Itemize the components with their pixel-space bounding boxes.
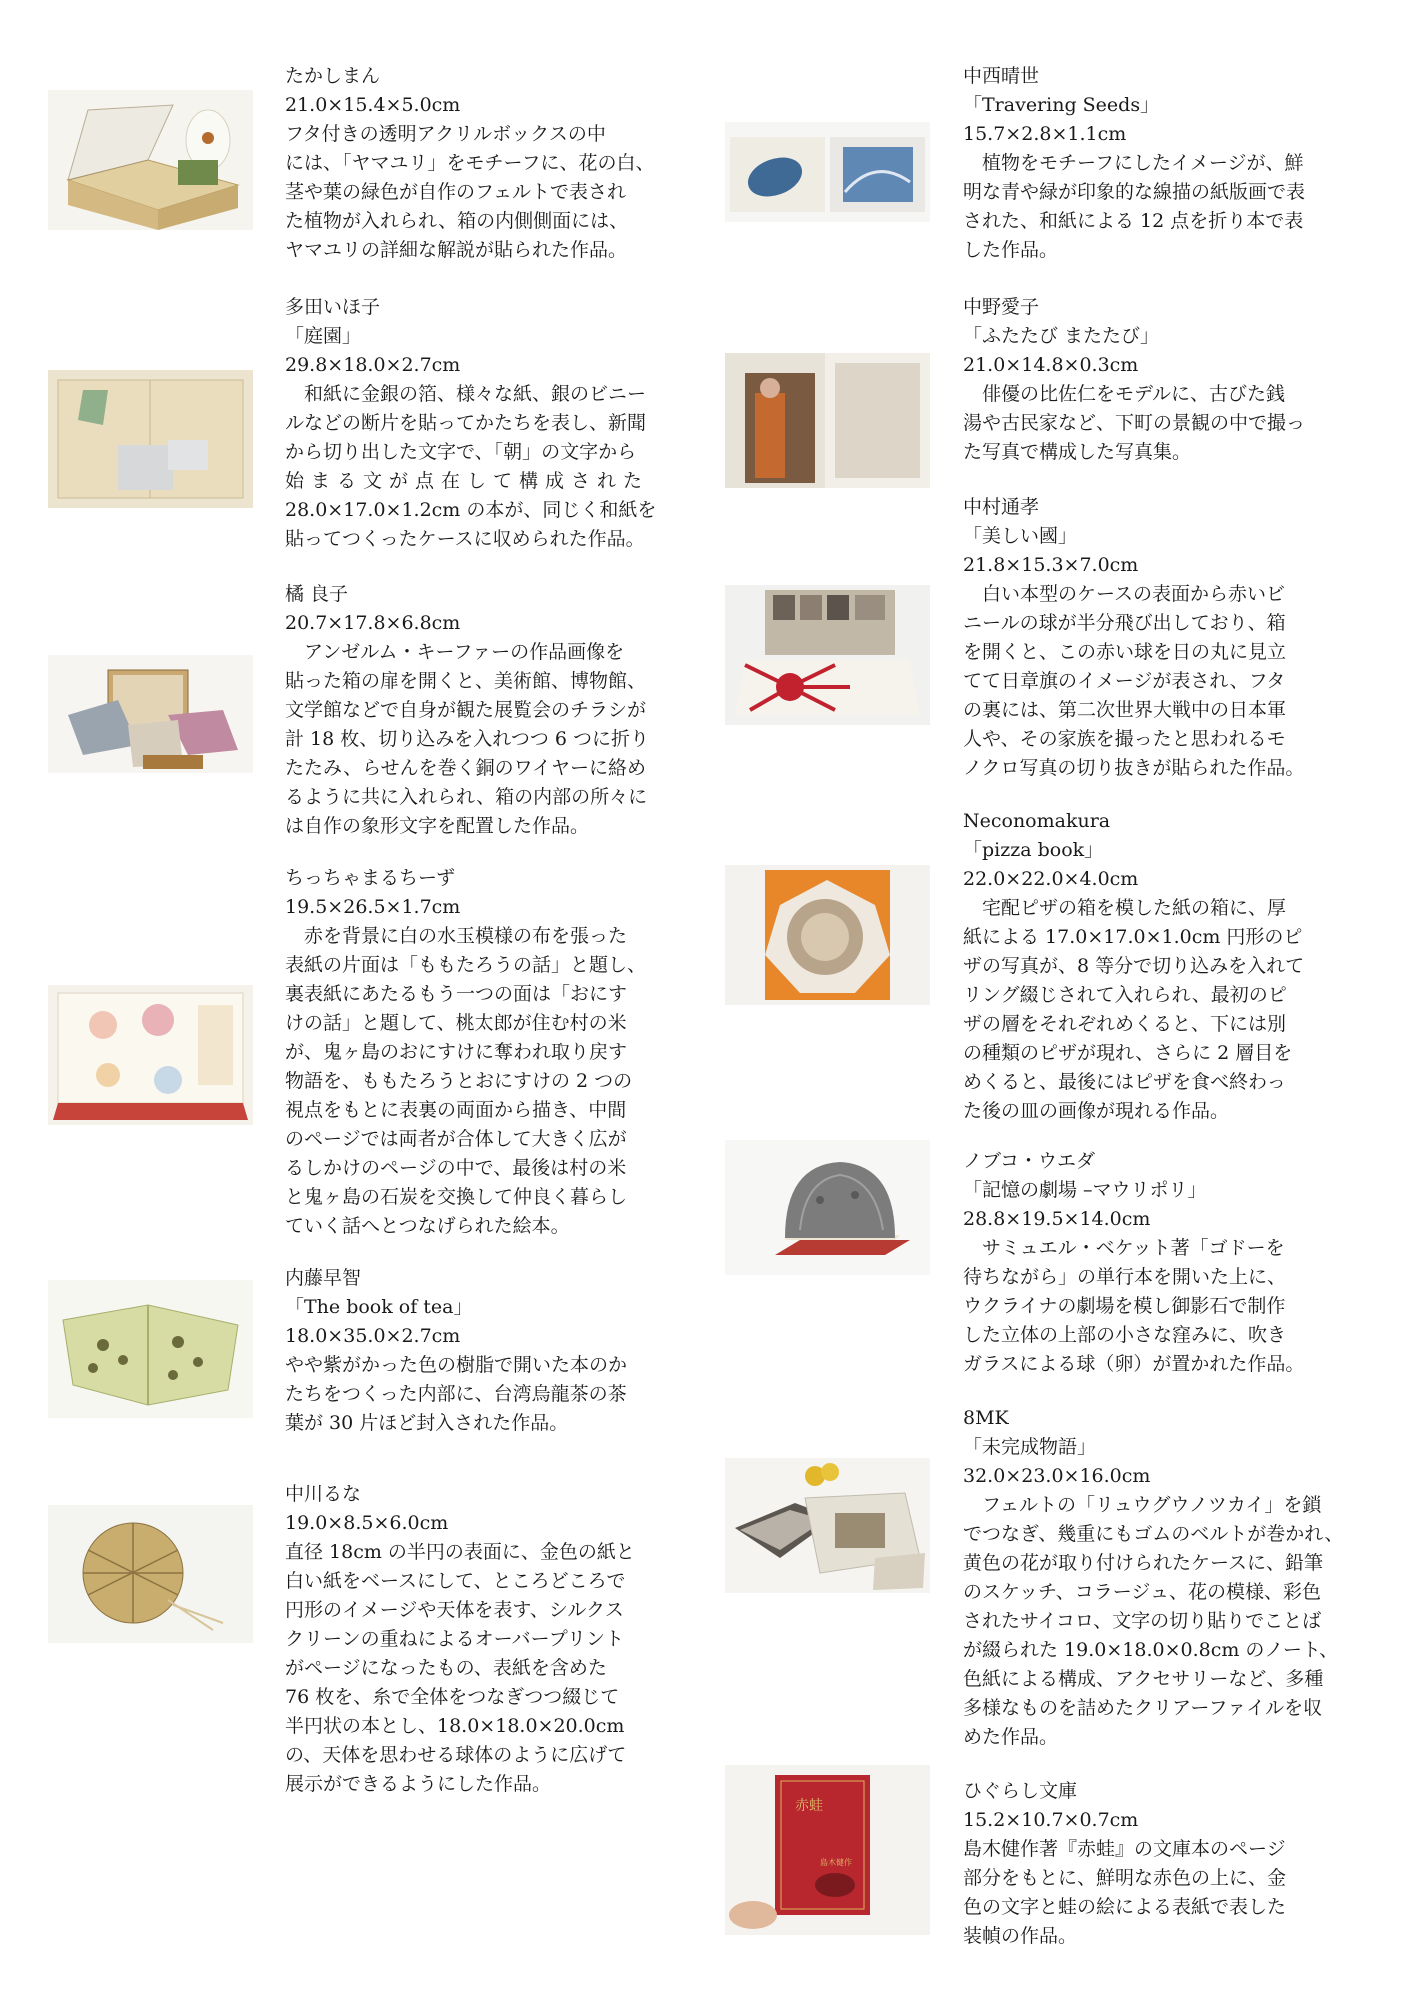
work-size: 28.8×19.5×14.0cm [963,1208,1151,1230]
work-size: 15.7×2.8×1.1cm [963,123,1127,145]
work-photo-picture-book [48,985,253,1125]
work-description: サミュエル・ベケット著「ゴドーを 待ちながら」の単行本を開いた上に、 ウクライナの劇場を模し御影石で制作 した立体の上部の小さな窪みに、吹き ガラスによる球（卵）が置かれた作品。 [963,1237,1305,1375]
work-description: フタ付きの透明アクリルボックスの中 には、「ヤマユリ」をモチーフに、花の白、 茎や葉の緑色が自作のフェルトで表され た植物が入れられ、箱の内側側面には、 ヤマユリの詳細な解説が貼られた作品。 [285,123,655,261]
work-description: 島木健作著『赤蛙』の文庫本のページ 部分をもとに、鮮明な赤色の上に、金 色の文字と蛙の絵による表紙で表した 装幀の作品。 [963,1838,1287,1947]
work-size: 21.0×14.8×0.3cm [963,354,1139,376]
artist-name: 8MK [963,1407,1009,1429]
work-photo-rising-sun-box [725,585,930,725]
artist-name: ひぐらし文庫 [963,1780,1078,1802]
artist-name: 中野愛子 [963,296,1040,318]
work-title: 「The book of tea」 [285,1296,473,1318]
work-photo-flyer-box [48,655,253,773]
work-size: 19.0×8.5×6.0cm [285,1512,449,1534]
artist-name: たかしまん [285,65,381,87]
work-photo-resin-book [48,1280,253,1418]
work-description: 宅配ピザの箱を模した紙の箱に、厚 紙による 17.0×17.0×1.0cm 円形のピ ザの写真が、8 等分で切り込みを入れて リング綴じされて入れられ、最初のピ ザの層をそれぞれめくると、下には別 の種類のピザが現れ、さらに 2 層目を めくると、最後にはピザを食べ終わっ た後の皿の画像が現れる作品。 [963,897,1305,1122]
artist-name: 中西晴世 [963,65,1040,87]
work-photo-pizza-book [725,865,930,1005]
work-title: 「未完成物語」 [963,1436,1097,1458]
work-description: 俳優の比佐仁をモデルに、古びた銭 湯や古民家など、下町の景観の中で撮っ た写真で構成した写真集。 [963,383,1306,463]
work-photo-sphere-book [48,1505,253,1643]
work-description: 直径 18cm の半円の表面に、金色の紙と 白い紙をベースにして、ところどころで 円形のイメージや天体を表す、シルクス クリーンの重ねによるオーバープリント がページになったもの、表紙を含めた 76 枚を、糸で全体をつなぎつつ綴じて 半円状の本とし、18.0×18.0×20.0cm の、天体を思わせる球体のように広げて 展示ができるようにした作品。 [285,1541,635,1795]
cover-title: 赤蛙 [795,1798,823,1814]
artist-name: 多田いほ子 [285,296,381,318]
artist-name: 内藤早智 [285,1267,362,1289]
work-photo-clear-file [725,1458,930,1593]
work-photo-folding-book [725,122,930,222]
cover-author: 島木健作 [820,1858,852,1867]
work-description: 白い本型のケースの表面から赤いビ ニールの球が半分飛び出しており、箱 を開くと、この赤い球を日の丸に見立 てて日章旗のイメージが表され、フタ の裏には、第二次世界大戦中の日本軍 人や、その家族を撮ったと思われるモ ノクロ写真の切り抜きが貼られた作品。 [963,583,1305,779]
work-size: 29.8×18.0×2.7cm [285,354,461,376]
artist-name: Neconomakura [963,810,1111,832]
work-description: フェルトの「リュウグウノツカイ」を鎖 でつなぎ、幾重にもゴムのベルトが巻かれ、 黄色の花が取り付けられたケースに、鉛筆 のスケッチ、コラージュ、花の模様、彩色 されたサイコロ、文字の切り貼りでことば が綴られた 19.0×18.0×0.8cm のノート、 色紙による構成、アクセサリーなど、多種 多様なものを詰めたクリアーファイルを収 めた作品。 [963,1494,1344,1748]
work-photo-acrylic-box [48,90,253,230]
work-title: 「庭園」 [285,325,362,347]
work-description: 植物をモチーフにしたイメージが、鮮 明な青や緑が印象的な線描の紙版画で表 された、和紙による 12 点を折り本で表 した作品。 [963,152,1306,261]
work-description: 赤を背景に白の水玉模様の布を張った 表紙の片面は「ももたろうの話」と題し、 裏表紙にあたるもう一つの面は「おにす けの話」と題して、桃太郎が住む村の米 が、鬼ヶ島のおにすけに奪われ取り戻す 物語を、ももたろうとおにすけの 2 つの 視点をもとに表裏の両面から描き、中間 のページでは両者が合体して大きく広が るしかけのページの中で、最後は村の米 と鬼ヶ島の石炭を交換して仲良く暮らし ていく話へとつなげられた絵本。 [285,925,647,1237]
work-size: 18.0×35.0×2.7cm [285,1325,461,1347]
work-size: 21.8×15.3×7.0cm [963,554,1139,576]
work-photo-stone-theater [725,1140,930,1275]
work-photo-garden-book [48,370,253,508]
work-title: 「ふたたび またたび」 [963,325,1160,347]
work-description: 和紙に金銀の箔、様々な紙、銀のビニー ルなどの断片を貼ってかたちを表し、新聞 から切り出した文字で、「朝」の文字から 始まる文が点在して構成された 28.0×17.0×1.2cm の本が、同じく和紙を 貼ってつくったケースに収められた作品。 [285,383,657,550]
work-photo-photobook [725,353,930,488]
work-photo-red-paperback [725,1765,930,1935]
work-size: 15.2×10.7×0.7cm [963,1809,1139,1831]
work-title: 「pizza book」 [963,839,1104,861]
work-title: 「Travering Seeds」 [963,94,1160,116]
artist-name: 中川るな [285,1483,362,1505]
artist-name: 中村通孝 [963,496,1040,518]
work-size: 32.0×23.0×16.0cm [963,1465,1151,1487]
work-size: 22.0×22.0×4.0cm [963,868,1139,890]
artist-name: ちっちゃまるちーず [285,867,456,889]
work-title: 「記憶の劇場 –マウリポリ」 [963,1179,1207,1201]
work-description: やや紫がかった色の樹脂で開いた本のか たちをつくった内部に、台湾烏龍茶の茶 葉が 30 片ほど封入された作品。 [285,1354,628,1434]
work-size: 19.5×26.5×1.7cm [285,896,461,918]
work-size: 20.7×17.8×6.8cm [285,612,461,634]
work-size: 21.0×15.4×5.0cm [285,94,461,116]
work-title: 「美しい國」 [963,525,1078,547]
artist-name: 橘 良子 [285,583,349,605]
artist-name: ノブコ・ウエダ [963,1150,1096,1172]
work-description: アンゼルム・キーファーの作品画像を 貼った箱の扉を開くと、美術館、博物館、 文学館などで自身が観た展覧会のチラシが 計 18 枚、切り込みを入れつつ 6 つに折り たたみ、らせんを巻く銅のワイヤーに絡め るように共に入れられ、箱の内部の所々に は自作の象形文字を配置した作品。 [285,641,650,837]
